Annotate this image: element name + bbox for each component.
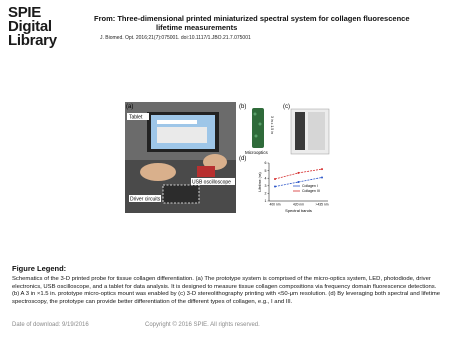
y-tick-label: 1 — [264, 199, 267, 204]
article-title-line-2: lifetime measurements — [156, 23, 238, 32]
screen-window — [157, 120, 197, 124]
x-axis-label: Spectral bands — [285, 208, 312, 213]
usb-oscilloscope-label: USB oscilloscope — [192, 179, 231, 186]
article-citation: J. Biomed. Opt. 2016;21(7):075001. doi:10.1117/1.JBO.21.7.075001 — [100, 35, 251, 41]
spie-digital-library-logo — [8, 6, 72, 48]
x-tick-label: 420 nm — [293, 202, 304, 207]
data-point — [274, 178, 276, 180]
y-tick-label: 5 — [264, 168, 267, 173]
legend-heading: Figure Legend: — [12, 264, 67, 273]
figure-image — [123, 100, 338, 215]
lifetime-plot — [258, 161, 329, 213]
mount-detail — [254, 113, 257, 116]
usb-oscilloscope-device — [197, 166, 215, 177]
panel-b-label: (b) — [239, 104, 247, 110]
driver-circuits-board — [163, 185, 199, 203]
data-point — [274, 186, 276, 188]
legend-text: Schematics of the 3-D printed probe for tissue collagen differentiation. (a) The prototype system is comprised of the micro-optics system, LED, photodiode, driver electronics, USB oscilloscope, and a tablet for data analysis. It is designed to measure tissue collagen compositions via frequency domain fluorescence detections. (b) A 3 in ×1.5 in. prototype micro-optics mount was enabled by (c) 3-D stereolithography printing with <50-μm resolution. (d) By leveraging both spectral and lifetime spectroscopy, the prototype can provide better differentiation of the different types of collagen, e.g., I and III. — [12, 276, 441, 305]
figure-svg — [123, 100, 338, 215]
printer-door — [295, 112, 305, 150]
logo-line-2: Digital — [8, 18, 52, 35]
microoptics-label: Microoptics — [245, 150, 268, 155]
data-point — [321, 176, 323, 178]
download-date: Date of download: 9/19/2016 — [12, 322, 89, 328]
panel-d-label: (d) — [239, 156, 247, 162]
logo-line-3: Library — [8, 32, 57, 49]
copyright-notice: Copyright © 2016 SPIE. All rights reserved. — [145, 322, 260, 328]
scale-label: 3 in x 1.5 in — [270, 116, 274, 134]
y-tick-label: 4 — [264, 176, 267, 181]
legend-entry: Collagen III — [302, 189, 320, 193]
mount-detail — [259, 123, 262, 126]
figure-legend — [12, 264, 442, 329]
logo-line-1: SPIE — [8, 4, 41, 21]
x-tick-label: >435 nm — [315, 202, 329, 207]
data-point — [321, 168, 323, 170]
y-axis-label: Lifetime (ns) — [258, 172, 262, 192]
y-tick-label: 2 — [264, 191, 267, 196]
x-tick-label: 400 nm — [269, 202, 281, 207]
legend-entry: Collagen I — [302, 184, 318, 188]
screen-table — [157, 127, 207, 143]
article-title-line-1: From: Three-dimensional printed miniaturized spectral system for collagen fluorescence — [94, 14, 410, 23]
hand-left — [140, 163, 176, 181]
mount-detail — [255, 135, 258, 138]
panel-a-label: (a) — [126, 104, 134, 110]
y-tick-label: 3 — [264, 184, 267, 188]
tablet-label: Tablet — [129, 114, 143, 121]
article-title — [94, 14, 444, 32]
panel-c-label: (c) — [283, 104, 290, 110]
y-tick-label: 6 — [264, 161, 267, 166]
driver-circuits-label: Driver circuits — [130, 196, 161, 203]
series-line — [275, 169, 322, 179]
data-point — [298, 172, 300, 174]
printer-body — [308, 112, 325, 150]
data-point — [298, 181, 300, 183]
article-header — [94, 14, 444, 41]
